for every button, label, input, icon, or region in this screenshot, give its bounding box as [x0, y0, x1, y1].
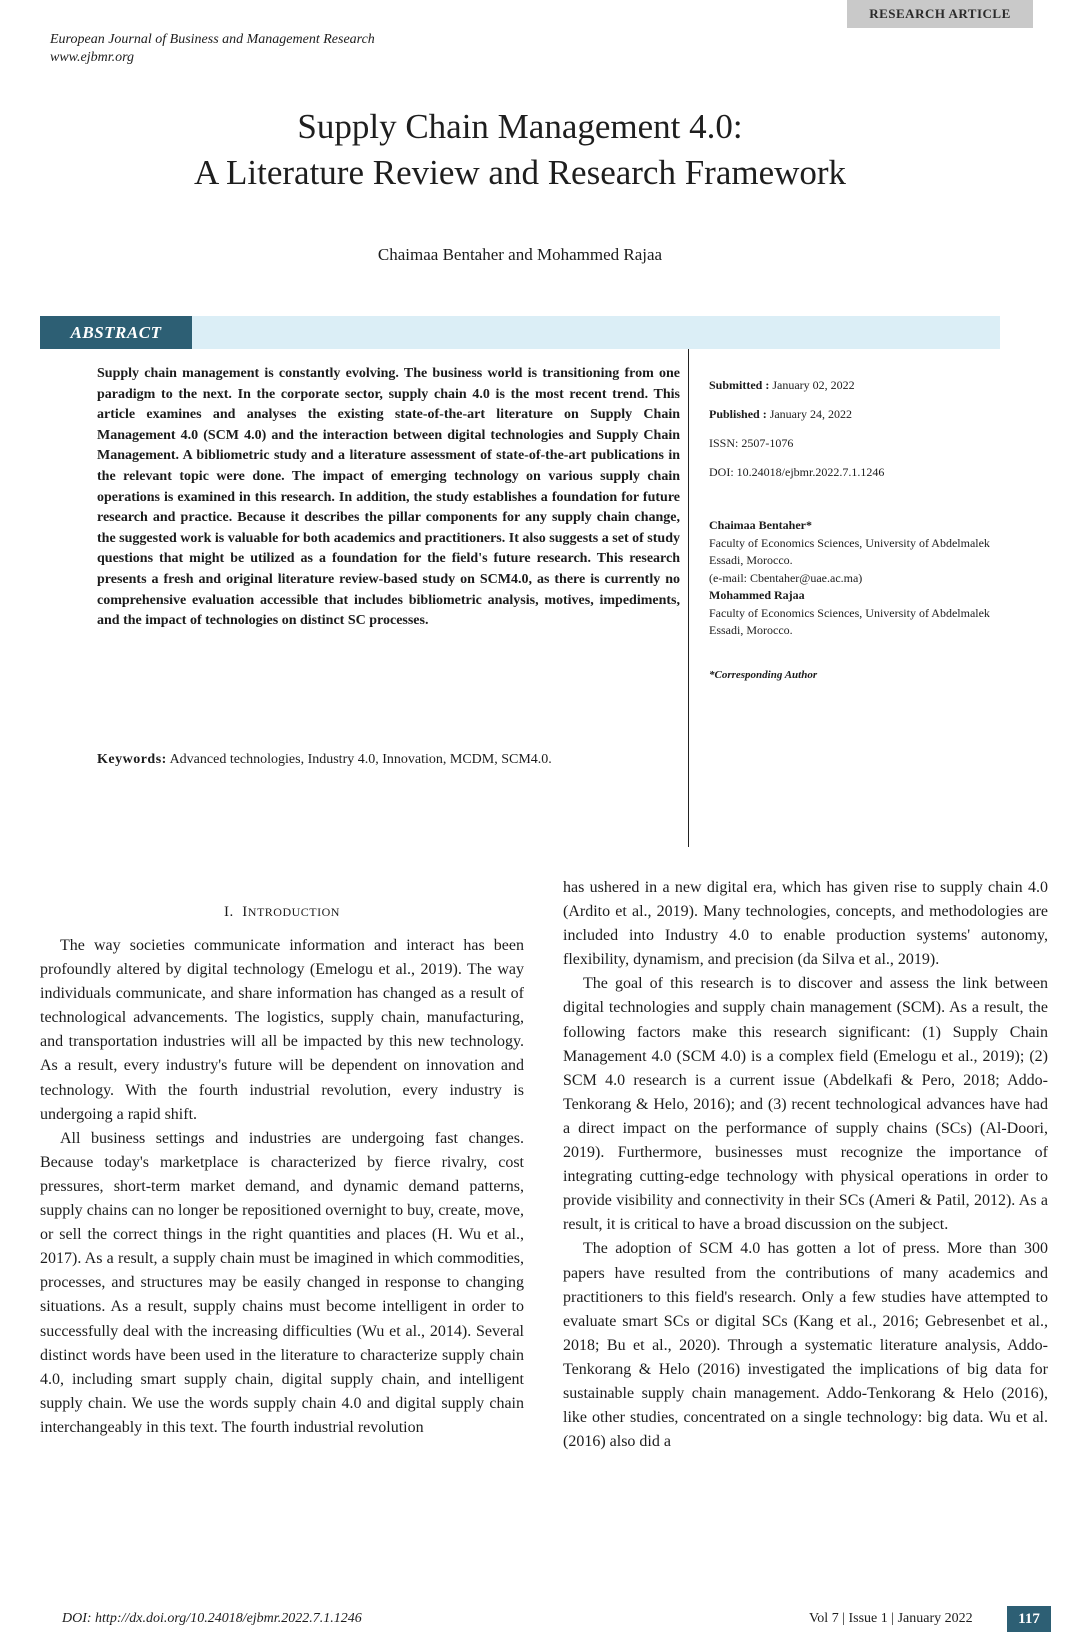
- journal-url: www.ejbmr.org: [50, 50, 135, 65]
- journal-name: European Journal of Business and Management Research: [50, 32, 375, 47]
- author-affiliations: [709, 517, 1009, 640]
- submitted-date: January 02, 2022: [772, 378, 855, 392]
- author1-email[interactable]: (e-mail: Cbentaher@uae.ac.ma): [709, 570, 863, 585]
- column-divider: [688, 349, 689, 847]
- keywords-list: Advanced technologies, Industry 4.0, Innovation, MCDM, SCM4.0.: [169, 752, 552, 767]
- paragraph: The way societies communicate information and interact has been profoundly altered by digital technology (Emelogu et al., 2019). The way individuals communicate, and share information has changed as a result of technological advancements. The logistics, supply chain, manufacturing, and transportation industries will all be impacted by this new technology. As a result, every industry's future will be dependent on innovation and technology. With the fourth industrial revolution, every industry is undergoing a rapid shift.: [40, 937, 524, 1123]
- footer-doi[interactable]: DOI: http://dx.doi.org/10.24018/ejbmr.2022.7.1.1246: [62, 1611, 362, 1626]
- footer-volume: Vol 7 | Issue 1 | January 2022: [809, 1611, 973, 1626]
- published-label: Published :: [709, 407, 767, 421]
- author1-name: Chaimaa Bentaher*: [709, 518, 812, 532]
- paragraph: The goal of this research is to discover and assess the link between digital technologies and supply chain management (SCM). As a result, the following factors make this research significant: (1) Supply Chain Management 4.0 (SCM 4.0) is a complex field (Emelogu et al., 2019); (2) SCM 4.0 research is a current issue (Abdelkafi & Pero, 2018; Addo-Tenkorang & Helo, 2016); and (3) recent technological advances have had a direct impact on the performance of supply chains (SCs) (Al-Doori, 2019). Furthermore, businesses must recognize the importance of integrating cutting-edge technology with physical operations in order to provide visibility and connectivity in their SCs (Ameri & Patil, 2012). As a result, it is critical to have a broad discussion on the subject.: [563, 975, 1048, 1234]
- published-row: [709, 407, 1009, 422]
- section-title-rest: NTRODUCTION: [247, 905, 340, 919]
- submitted-row: [709, 378, 1009, 393]
- author2-affiliation: Faculty of Economics Sciences, University of Abdelmalek Essadi, Morocco.: [709, 605, 990, 637]
- section-heading: [40, 904, 524, 921]
- paragraph: All business settings and industries are undergoing fast changes. Because today's marketplace is characterized by fierce rivalry, cost pressures, short-term market demand, and dynamic demand patterns, supply chains can no longer be repositioned overnight to buy, create, move, or sell the correct things in the right quantities and places (H. Wu et al., 2017). As a result, a supply chain must be imagined in which commodities, processes, and structures may be easily changed in response to changing situations. As a result, supply chains must become intelligent in order to successfully deal with the increasing difficulties (Wu et al., 2014). Several distinct words have been used in the literature to characterize supply chain 4.0, including smart supply chain, digital supply chain, and intelligent supply chain. We use the words supply chain 4.0 and digital supply chain interchangeably in this text. The fourth industrial revolution: [40, 1129, 524, 1436]
- title-line-2: A Literature Review and Research Framework: [193, 153, 847, 192]
- title-line-1: Supply Chain Management 4.0:: [297, 107, 743, 146]
- author1-affiliation: Faculty of Economics Sciences, University of Abdelmalek Essadi, Morocco.: [709, 535, 990, 567]
- section-initial: I: [242, 904, 248, 920]
- author-line: Chaimaa Bentaher and Mohammed Rajaa: [377, 245, 663, 264]
- article-type-tag: RESEARCH ARTICLE: [847, 0, 1033, 28]
- article-title: [40, 104, 1000, 196]
- corresponding-note: *Corresponding Author: [709, 669, 818, 681]
- section-number: I.: [224, 904, 234, 920]
- body-column-left: [40, 934, 524, 1440]
- abstract-text: Supply chain management is constantly evolving. The business world is transitioning from one paradigm to the next. In the corporate sector, supply chain 4.0 is the most recent trend. This article examines and analyses the existing state-of-the-art literature on Supply Chain Management 4.0 (SCM 4.0) and the interaction between digital technologies and Supply Chain Management. A bibliometric study and a literature assessment of state-of-the-art publications in the relevant topic were done. The impact of emerging technology on various supply chain operations is examined in this research. In addition, the study establishes a foundation for future research and practice. Because it describes the pillar components for any supply chain change, the suggested work is valuable for both academics and practitioners. It also suggests a set of study questions that might be utilized as a foundation for the field's future research. This research presents a fresh and original literature review-based study on SCM4.0, as there is currently no comprehensive evaluation accessible that includes bibliometric analysis, motives, impediments, and the impact of technologies on distinct SC processes.: [97, 366, 680, 629]
- paragraph: has ushered in a new digital era, which has given rise to supply chain 4.0 (Ardito et al., 2019). Many technologies, concepts, and methodologies are included into Industry 4.0 to enable production systems' autonomy, flexibility, dynamism, and precision (da Silva et al., 2019).: [563, 879, 1048, 969]
- paragraph: The adoption of SCM 4.0 has gotten a lot of press. More than 300 papers have resulted from the contributions of many academics and practitioners to this field's research. Only a few studies have attempted to evaluate smart SCs or digital SCs (Kang et al., 2016; Gebresenbet et al., 2018; Bu et al., 2020). Through a systematic literature analysis, Addo-Tenkorang & Helo (2016) investigated the implications of big data for sustainable supply chain management. Addo-Tenkorang & Helo (2016), like other studies, concentrated on a single technology: big data. Wu et al. (2016) also did a: [563, 1240, 1048, 1451]
- page-number: 117: [1007, 1606, 1051, 1632]
- abstract-label: ABSTRACT: [40, 316, 192, 349]
- doi-row: [709, 465, 1009, 480]
- issn-label: ISSN:: [709, 436, 739, 450]
- journal-header: [50, 31, 375, 67]
- body-column-right: [563, 876, 1048, 1454]
- issn-value: 2507-1076: [741, 436, 794, 450]
- doi-value[interactable]: 10.24018/ejbmr.2022.7.1.1246: [736, 465, 885, 479]
- article-meta: [709, 378, 1009, 494]
- issn-row: [709, 436, 1009, 451]
- author2-name: Mohammed Rajaa: [709, 588, 805, 602]
- keywords: [97, 750, 680, 770]
- doi-label: DOI:: [709, 465, 734, 479]
- published-date: January 24, 2022: [769, 407, 853, 421]
- submitted-label: Submitted :: [709, 378, 770, 392]
- keywords-label: Keywords:: [97, 752, 167, 767]
